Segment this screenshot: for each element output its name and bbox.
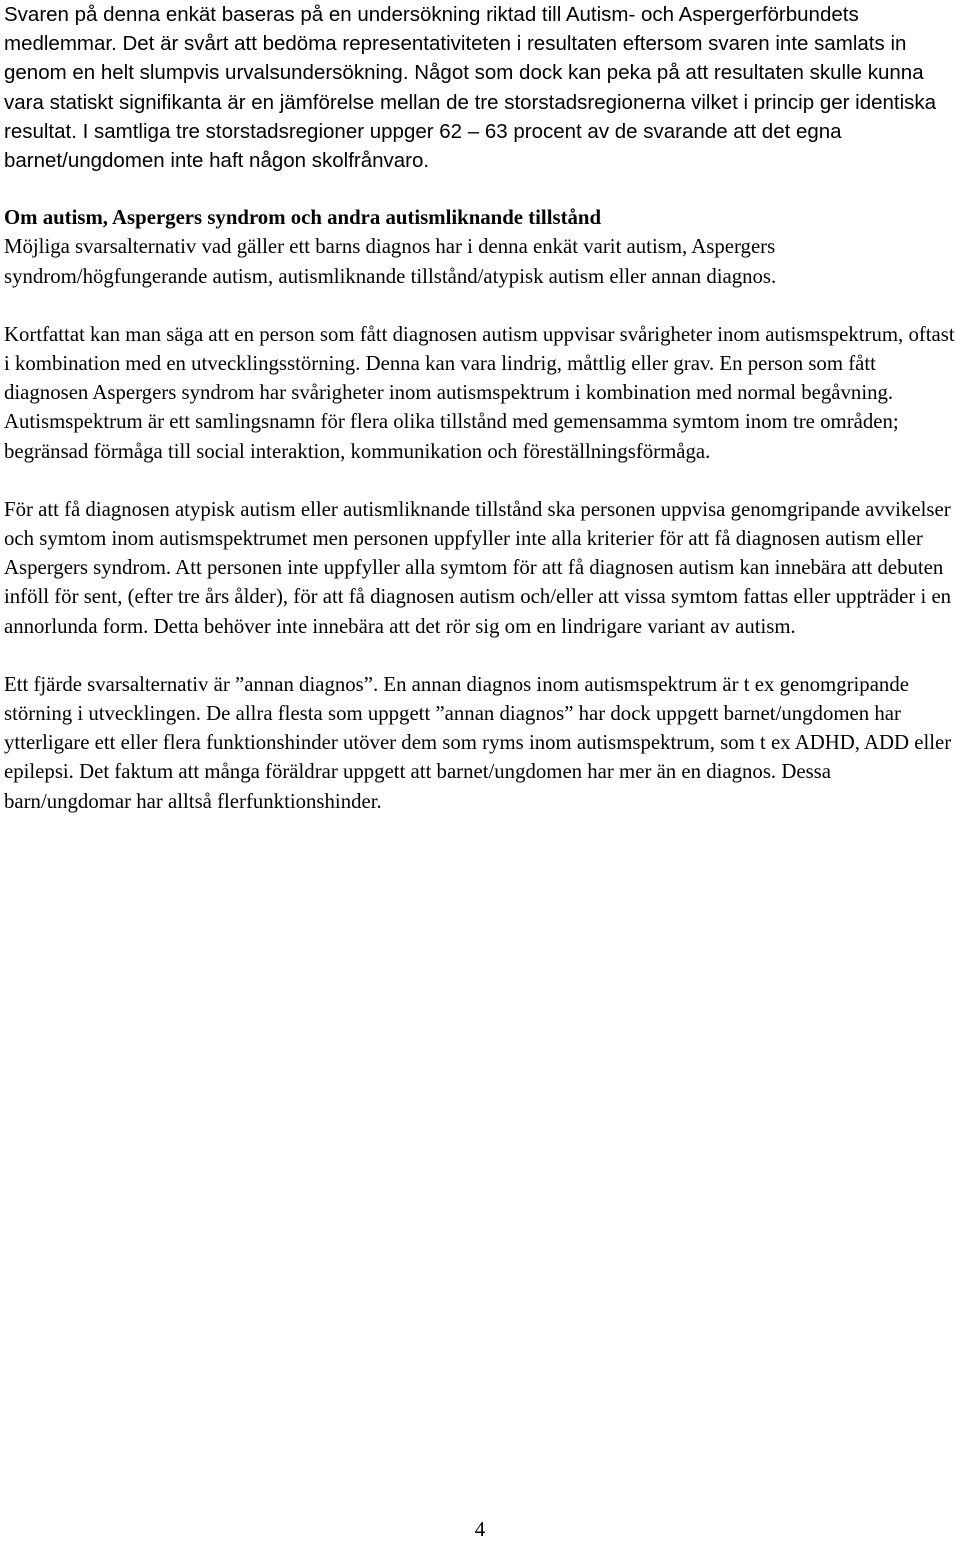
document-page [4, 0, 956, 816]
section-paragraph-3: Autismspektrum är ett samlingsnamn för flera olika tillstånd med gemensamma symtom inom tre områden; begränsad förmåga till social interaktion, kommunikation och föreställningsförmåga. [4, 410, 899, 463]
section-paragraph-4: För att få diagnosen atypisk autism eller autismliknande tillstånd ska personen uppvisa genomgripande avvikelser och symtom inom autismspektrumet men personen uppfyller inte alla kriterier för att få diagnosen autism eller Aspergers syndrom. Att personen inte uppfyller alla symtom för att få diagnosen autism kan innebära att debuten inföll för sent, (efter tre års ålder), för att få diagnosen autism och/eller att vissa symtom fattas eller uppträder i en annorlunda form. Detta behöver inte innebära att det rör sig om en lindrigare variant av autism. [4, 497, 952, 638]
intro-paragraph: Svaren på denna enkät baseras på en undersökning riktad till Autism- och Aspergerförbundets medlemmar. Det är svårt att bedöma representativiteten i resultaten eftersom svaren inte samlats in genom en helt slumpvis urvalsundersökning. Något som dock kan peka på att resultaten skulle kunna vara statiskt signifikanta är en jämförelse mellan de tre storstadsregionerna vilket i princip ger identiska resultat. I samtliga tre storstadsregioner uppger 62 – 63 procent av de svarande att det egna barnet/ungdomen inte haft någon skolfrånvaro. [4, 3, 937, 173]
section-paragraph-5: Ett fjärde svarsalternativ är ”annan diagnos”. En annan diagnos inom autismspektrum är t ex genomgripande störning i utvecklingen. De allra flesta som uppgett ”annan diagnos” har dock uppgett barnet/ungdomen har ytterligare ett eller flera funktionshinder utöver dem som ryms inom autismspektrum, som t ex ADHD, ADD eller epilepsi. Det faktum att många föräldrar uppgett att barnet/ungdomen har mer än en diagnos. Dessa barn/ungdomar har alltså flerfunktionshinder. [4, 672, 952, 813]
section-paragraph-1: Möjliga svarsalternativ vad gäller ett barns diagnos har i denna enkät varit autism, Aspergers syndrom/högfungerande autism, autismliknande tillstånd/atypisk autism eller annan diagnos. [4, 235, 777, 288]
section-paragraph-2: Kortfattat kan man säga att en person som fått diagnosen autism uppvisar svårigheter inom autismspektrum, oftast i kombination med en utvecklingsstörning. Denna kan vara lindrig, måttlig eller grav. En person som fått diagnosen Aspergers syndrom har svårigheter inom autismspektrum i kombination med normal begåvning. [4, 322, 955, 405]
section-heading: Om autism, Aspergers syndrom och andra autismliknande tillstånd [4, 206, 602, 230]
page-number: 4 [474, 1518, 486, 1541]
